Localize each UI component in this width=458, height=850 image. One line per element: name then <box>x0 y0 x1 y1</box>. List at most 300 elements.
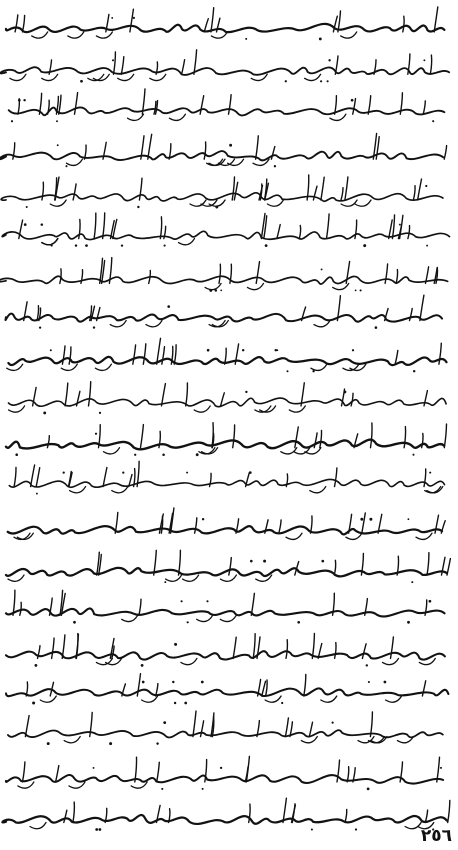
ink-dot <box>265 244 268 247</box>
ink-dot <box>56 120 58 122</box>
ink-dot <box>18 99 21 102</box>
ink-stroke <box>40 696 56 702</box>
ink-dot <box>367 788 370 791</box>
ink-stroke <box>8 526 442 534</box>
ink-stroke <box>39 93 41 114</box>
ink-stroke <box>211 32 227 38</box>
ink-stroke <box>103 468 107 487</box>
ink-dot <box>320 80 322 82</box>
ink-dot <box>250 560 253 563</box>
ink-stroke <box>295 427 299 448</box>
ink-dot <box>32 702 35 705</box>
ink-dot <box>15 453 18 456</box>
ink-stroke <box>201 721 204 737</box>
ink-dot <box>312 370 314 372</box>
ink-stroke <box>232 177 234 200</box>
ink-dot <box>93 326 95 328</box>
handwritten-line <box>6 423 447 456</box>
ink-dot <box>263 560 266 563</box>
ink-stroke <box>115 513 118 534</box>
ink-dot <box>413 370 415 372</box>
ink-stroke <box>73 184 76 200</box>
ink-stroke <box>194 406 210 412</box>
ink-stroke <box>137 674 140 696</box>
ink-stroke <box>6 440 444 450</box>
ink-stroke <box>262 681 266 696</box>
ink-stroke <box>139 599 141 615</box>
ink-dot <box>95 828 98 831</box>
ink-dot <box>245 38 247 40</box>
ink-stroke <box>383 658 399 664</box>
handwritten-line <box>0 50 449 83</box>
ink-dot <box>163 721 166 724</box>
ink-stroke <box>157 762 160 782</box>
ink-dot <box>35 664 38 667</box>
ink-stroke <box>345 810 347 823</box>
ink-dot <box>286 370 288 372</box>
ink-dot <box>11 120 13 122</box>
ink-stroke <box>422 681 425 696</box>
handwritten-line <box>6 756 443 790</box>
ink-stroke <box>197 615 213 621</box>
ink-dot <box>423 59 425 61</box>
handwritten-line <box>2 213 449 247</box>
ink-stroke <box>174 345 176 364</box>
ink-dot <box>440 767 442 769</box>
ink-stroke <box>64 737 80 743</box>
ink-stroke <box>68 32 84 38</box>
ink-dot <box>172 681 174 683</box>
ink-dot <box>220 767 222 769</box>
ink-dot <box>429 600 432 603</box>
ink-stroke <box>212 423 213 448</box>
ink-stroke <box>0 67 449 75</box>
ink-dot <box>229 144 232 147</box>
ink-stroke <box>112 487 128 493</box>
ink-dot <box>426 245 428 247</box>
ink-stroke <box>1 193 443 201</box>
ink-stroke <box>444 424 446 448</box>
ink-stroke <box>221 393 225 406</box>
ink-stroke <box>362 644 366 659</box>
ink-stroke <box>229 558 232 576</box>
ink-dot <box>328 59 330 61</box>
ink-dot <box>360 289 362 291</box>
ink-stroke <box>279 520 281 533</box>
ink-dot <box>327 80 329 82</box>
ink-stroke <box>341 188 343 200</box>
ink-dot <box>363 244 366 247</box>
ink-stroke <box>311 516 313 533</box>
ink-stroke <box>220 575 236 581</box>
ink-stroke <box>277 225 280 239</box>
ink-stroke <box>73 802 74 822</box>
ink-dot <box>187 621 189 623</box>
ink-stroke <box>229 95 232 115</box>
ink-stroke <box>220 615 236 621</box>
ink-stroke <box>6 568 447 577</box>
ink-stroke <box>162 384 166 406</box>
ink-stroke <box>416 533 432 539</box>
ink-dot <box>343 390 346 393</box>
ink-stroke <box>134 469 135 487</box>
ink-stroke <box>52 638 55 658</box>
ink-stroke <box>334 560 335 575</box>
ink-stroke <box>8 357 446 365</box>
ink-dot <box>202 788 204 790</box>
ink-stroke <box>160 217 161 239</box>
ink-stroke <box>62 635 65 659</box>
handwritten-line <box>7 338 447 372</box>
ink-dot <box>181 600 183 602</box>
ink-stroke <box>333 283 349 289</box>
ink-stroke <box>253 634 255 659</box>
handwritten-line <box>5 295 442 329</box>
ink-stroke <box>146 321 162 327</box>
ink-dot <box>407 518 409 520</box>
ink-stroke <box>166 575 182 581</box>
ink-stroke <box>31 465 35 487</box>
ink-stroke <box>351 393 353 406</box>
ink-stroke <box>228 159 244 165</box>
ink-dot <box>249 471 252 474</box>
ink-stroke <box>122 615 138 621</box>
ink-stroke <box>133 345 136 364</box>
ink-dot <box>36 493 38 495</box>
ink-dot <box>142 681 145 684</box>
page-number: ٢٥٦ <box>420 826 452 846</box>
ink-dot <box>411 581 413 583</box>
ink-stroke <box>321 177 324 200</box>
ink-dot <box>360 518 363 521</box>
handwritten-line <box>8 711 443 745</box>
ink-dot <box>141 664 144 667</box>
ink-stroke <box>18 782 34 788</box>
ink-stroke <box>62 346 65 364</box>
ink-dot <box>297 621 300 624</box>
ink-dot <box>332 722 334 724</box>
ink-stroke <box>335 468 337 487</box>
ink-stroke <box>260 406 276 412</box>
handwritten-line <box>0 258 448 292</box>
ink-dot <box>95 433 97 435</box>
handwritten-line <box>9 89 445 122</box>
ink-dot <box>281 702 283 704</box>
ink-stroke <box>10 74 26 80</box>
handwritten-line <box>9 461 444 494</box>
ink-stroke <box>248 283 264 289</box>
ink-dot <box>425 185 427 187</box>
ink-dot <box>93 767 95 769</box>
ink-dot <box>369 518 372 521</box>
ink-stroke <box>130 9 134 32</box>
ink-dot <box>162 453 165 456</box>
ink-stroke <box>114 52 116 74</box>
ink-stroke <box>362 513 366 533</box>
ink-stroke <box>131 782 147 788</box>
ink-stroke <box>405 823 421 829</box>
ink-stroke <box>20 602 21 615</box>
ink-stroke <box>427 553 429 575</box>
ink-dot <box>429 472 431 474</box>
ink-dot <box>99 828 102 831</box>
ink-stroke <box>404 427 405 448</box>
ink-dot <box>196 453 199 456</box>
ink-stroke <box>96 32 112 38</box>
ink-stroke <box>25 716 29 737</box>
ink-stroke <box>408 226 410 239</box>
ink-dot <box>245 391 247 393</box>
ink-stroke <box>441 521 445 534</box>
ink-stroke <box>128 114 144 120</box>
handwritten-line <box>6 7 444 40</box>
ink-dot <box>384 681 387 684</box>
ink-stroke <box>251 593 254 615</box>
ink-dot <box>137 206 139 208</box>
ink-dot <box>184 702 187 705</box>
ink-stroke <box>376 137 379 160</box>
ink-dot <box>43 411 46 414</box>
ink-stroke <box>385 264 388 283</box>
ink-dot <box>412 454 414 456</box>
ink-dot <box>220 289 222 291</box>
ink-stroke <box>26 682 27 696</box>
ink-stroke <box>346 533 362 539</box>
ink-dot <box>122 471 124 473</box>
ink-stroke <box>309 722 312 736</box>
ink-stroke <box>182 60 185 75</box>
ink-dot <box>24 223 27 226</box>
ink-stroke <box>200 96 204 115</box>
ink-stroke <box>5 314 442 322</box>
ink-stroke <box>142 696 158 702</box>
ink-stroke <box>305 74 321 80</box>
ink-stroke <box>148 134 152 159</box>
ink-stroke <box>439 343 441 364</box>
ink-stroke <box>219 264 220 283</box>
ink-dot <box>111 17 113 19</box>
ink-dot <box>432 120 434 122</box>
ink-stroke <box>386 696 402 702</box>
ink-stroke <box>312 633 314 658</box>
ink-dot <box>73 621 76 624</box>
ink-stroke <box>311 364 327 370</box>
ink-dot <box>50 349 52 351</box>
ink-dot <box>167 305 170 308</box>
ink-dot <box>407 621 410 624</box>
ink-dot <box>85 244 88 247</box>
ink-stroke <box>162 347 165 365</box>
ink-stroke <box>448 801 450 823</box>
ink-dot <box>57 144 59 146</box>
ink-stroke <box>66 159 82 165</box>
handwritten-line <box>8 508 446 540</box>
ink-dot <box>41 223 44 226</box>
ink-stroke <box>106 658 122 664</box>
ink-stroke <box>79 219 80 238</box>
ink-stroke <box>330 114 346 120</box>
ink-stroke <box>345 177 348 200</box>
ink-dot <box>207 349 210 352</box>
ink-stroke <box>50 200 66 206</box>
ink-stroke <box>2 815 446 824</box>
ink-dot <box>26 206 28 208</box>
ink-stroke <box>327 214 330 239</box>
ink-stroke <box>64 810 67 822</box>
ink-stroke <box>32 32 48 38</box>
ink-dot <box>352 349 354 351</box>
ink-stroke <box>355 200 371 206</box>
ink-dot <box>285 80 287 82</box>
ink-stroke <box>94 213 96 239</box>
ink-stroke <box>36 468 40 487</box>
ink-stroke <box>410 309 413 321</box>
ink-stroke <box>179 550 181 575</box>
ink-dot <box>366 664 368 666</box>
ink-stroke <box>150 74 166 80</box>
ink-stroke <box>321 696 337 702</box>
ink-stroke <box>61 364 77 370</box>
ink-stroke <box>121 57 124 75</box>
ink-stroke <box>6 24 444 32</box>
ink-stroke <box>371 423 373 448</box>
ink-stroke <box>0 276 448 284</box>
ink-stroke <box>23 15 25 32</box>
ink-dot <box>174 643 177 646</box>
ink-dot <box>156 742 158 744</box>
ink-stroke <box>30 823 46 829</box>
ink-stroke <box>422 433 423 447</box>
ink-dot <box>99 412 101 414</box>
ink-stroke <box>256 262 259 284</box>
ink-dot <box>215 206 218 209</box>
ink-stroke <box>104 448 120 454</box>
ink-dot <box>23 99 25 101</box>
ink-dot <box>206 600 208 602</box>
ink-dot <box>186 472 188 474</box>
ink-stroke <box>9 398 447 407</box>
ink-stroke <box>56 766 59 782</box>
ink-dot <box>215 289 218 292</box>
ink-stroke <box>42 239 58 245</box>
ink-dot <box>321 560 324 563</box>
ink-stroke <box>314 321 330 327</box>
ink-stroke <box>6 651 445 659</box>
ink-stroke <box>183 575 199 581</box>
ink-dot <box>355 290 357 292</box>
ink-stroke <box>69 782 85 788</box>
ink-dot <box>161 788 163 790</box>
ink-stroke <box>286 474 287 487</box>
handwritten-line <box>0 133 447 167</box>
ink-stroke <box>204 19 208 32</box>
ink-stroke <box>265 696 281 702</box>
ink-stroke <box>285 718 288 737</box>
ink-stroke <box>299 226 300 239</box>
ink-stroke <box>6 688 448 696</box>
ink-dot <box>311 828 313 830</box>
ink-stroke <box>193 711 196 737</box>
ink-stroke <box>65 383 68 406</box>
ink-dot <box>164 245 166 247</box>
ink-dot <box>164 581 166 583</box>
ink-dot <box>319 37 322 40</box>
ink-stroke <box>9 406 25 412</box>
ink-dot <box>112 59 114 61</box>
ink-stroke <box>89 382 91 406</box>
ink-stroke <box>181 658 197 664</box>
ink-stroke <box>204 142 206 159</box>
ink-stroke <box>304 675 306 697</box>
ink-stroke <box>42 182 44 200</box>
handwritten-line <box>2 798 449 831</box>
ink-stroke <box>233 637 236 658</box>
ink-stroke <box>286 533 302 539</box>
text-line-group <box>0 7 450 831</box>
ink-dot <box>134 454 136 456</box>
ink-dot <box>63 471 65 473</box>
ink-stroke <box>210 473 212 486</box>
handwritten-line <box>6 590 445 623</box>
ink-stroke <box>355 220 357 239</box>
ink-stroke <box>139 178 142 200</box>
ink-stroke <box>2 231 449 239</box>
ink-stroke <box>341 32 357 38</box>
ink-stroke <box>392 215 394 239</box>
ink-stroke <box>42 74 58 80</box>
ink-stroke <box>413 186 415 200</box>
ink-stroke <box>47 436 49 448</box>
ink-stroke <box>289 406 305 412</box>
ink-stroke <box>15 15 18 32</box>
ink-stroke <box>444 146 446 160</box>
ink-stroke <box>271 147 274 160</box>
ink-dot <box>276 349 278 351</box>
ink-stroke <box>6 608 445 616</box>
ink-stroke <box>179 239 195 245</box>
handwritten-line <box>1 175 443 208</box>
ink-stroke <box>118 74 134 80</box>
ink-stroke <box>403 16 404 32</box>
ink-stroke <box>418 179 422 200</box>
ink-stroke <box>424 469 426 487</box>
handwritten-line <box>6 633 445 666</box>
ink-dot <box>174 702 176 704</box>
ink-dot <box>75 244 77 246</box>
ink-stroke <box>420 295 424 320</box>
ink-dot <box>351 99 354 102</box>
ink-stroke <box>301 737 317 743</box>
ink-dot <box>202 518 204 520</box>
ink-stroke <box>141 425 144 448</box>
ink-dot <box>209 289 212 292</box>
ink-stroke <box>320 430 322 447</box>
ink-stroke <box>430 55 431 74</box>
ink-stroke <box>395 351 398 365</box>
ink-dot <box>121 244 123 246</box>
ink-stroke <box>169 114 185 120</box>
ink-dot <box>109 742 112 745</box>
ink-stroke <box>211 8 214 32</box>
ink-dot <box>355 828 357 830</box>
ink-stroke <box>6 775 443 784</box>
ink-stroke <box>95 364 111 370</box>
ink-stroke <box>286 640 287 659</box>
ink-stroke <box>205 283 221 289</box>
ink-stroke <box>391 637 394 659</box>
ink-dot <box>39 326 41 328</box>
ink-stroke <box>281 448 297 454</box>
